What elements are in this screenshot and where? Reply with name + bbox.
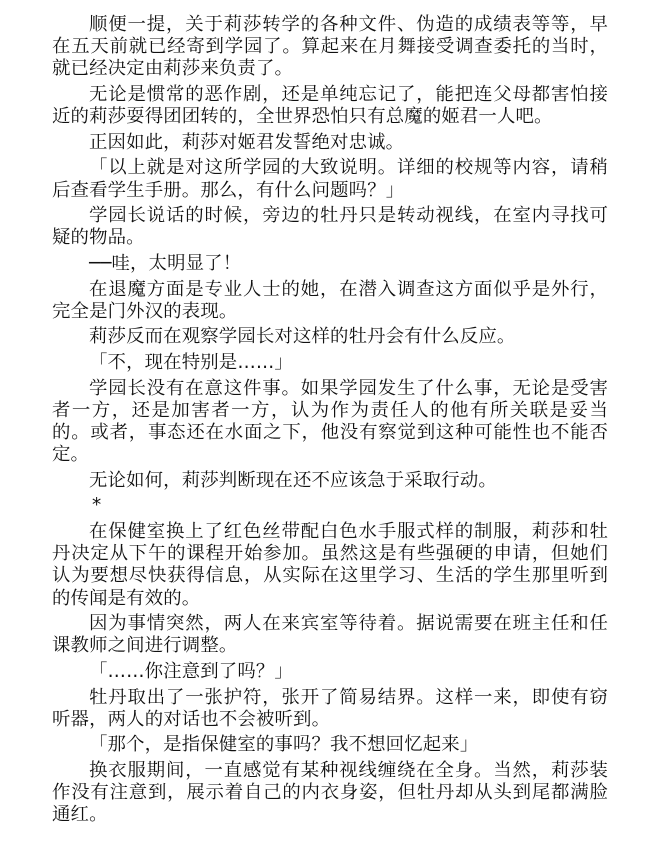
paragraph: 因为事情突然，两人在来宾室等待着。据说需要在班主任和任课教师之间进行调整。 [52,613,608,657]
scene-separator: * [92,495,102,517]
paragraph: 正因如此，莉莎对姬君发誓绝对忠诚。 [89,131,405,153]
paragraph: 牡丹取出了一张护符，张开了简易结界。这样一来，即使有窃听器，两人的对话也不会被听到。 [52,686,608,730]
paragraph: 换衣服期间，一直感觉有某种视线缠绕在全身。当然，莉莎装作没有注意到，展示着自己的内衣身姿，但牡丹却从头到尾都满脸通红。 [52,759,608,826]
dialogue-paragraph: 「不，现在特别是……」 [89,351,293,373]
dialogue-paragraph: 「那个，是指保健室的事吗？我不想回忆起来」 [89,734,479,756]
paragraph: 无论如何，莉莎判断现在还不应该急于采取行动。 [89,469,497,491]
paragraph: 在退魔方面是专业人士的她，在潜入调查这方面似乎是外行，完全是门外汉的表现。 [52,278,608,322]
document-page [52,14,608,830]
paragraph: 无论是惯常的恶作剧，还是单纯忘记了，能把连父母都害怕接近的莉莎耍得团团转的，全世界恐怕只有总魔的姬君一人吧。 [52,84,608,128]
paragraph: 在保健室换上了红色丝带配白色水手服式样的制服，莉莎和牡丹决定从下午的课程开始参加。虽然这是有些强硬的申请，但她们认为要想尽快获得信息，从实际在这里学习、生活的学生那里听到的传闻是有效的。 [52,520,608,609]
paragraph: 顺便一提，关于莉莎转学的各种文件、伪造的成绩表等等，早在五天前就已经寄到学园了。算起来在月舞接受调查委托的当时，就已经决定由莉莎来负责了。 [52,14,608,80]
dialogue-paragraph: 「……你注意到了吗？」 [89,660,293,682]
paragraph: 学园长说话的时候，旁边的牡丹只是转动视线，在室内寻找可疑的物品。 [52,205,608,249]
paragraph: 莉莎反而在观察学园长对这样的牡丹会有什么反应。 [89,326,516,348]
dialogue-paragraph: 「以上就是对这所学园的大致说明。详细的校规等内容，请稍后查看学生手册。那么，有什么问题吗？」 [52,157,608,201]
paragraph: ──哇，太明显了！ [89,252,242,274]
paragraph: 学园长没有在意这件事。如果学园发生了什么事，无论是受害者一方，还是加害者一方，认为作为责任人的他有所关联是妥当的。或者，事态还在水面之下，他没有察觉到这种可能性也不能否定。 [52,377,608,466]
